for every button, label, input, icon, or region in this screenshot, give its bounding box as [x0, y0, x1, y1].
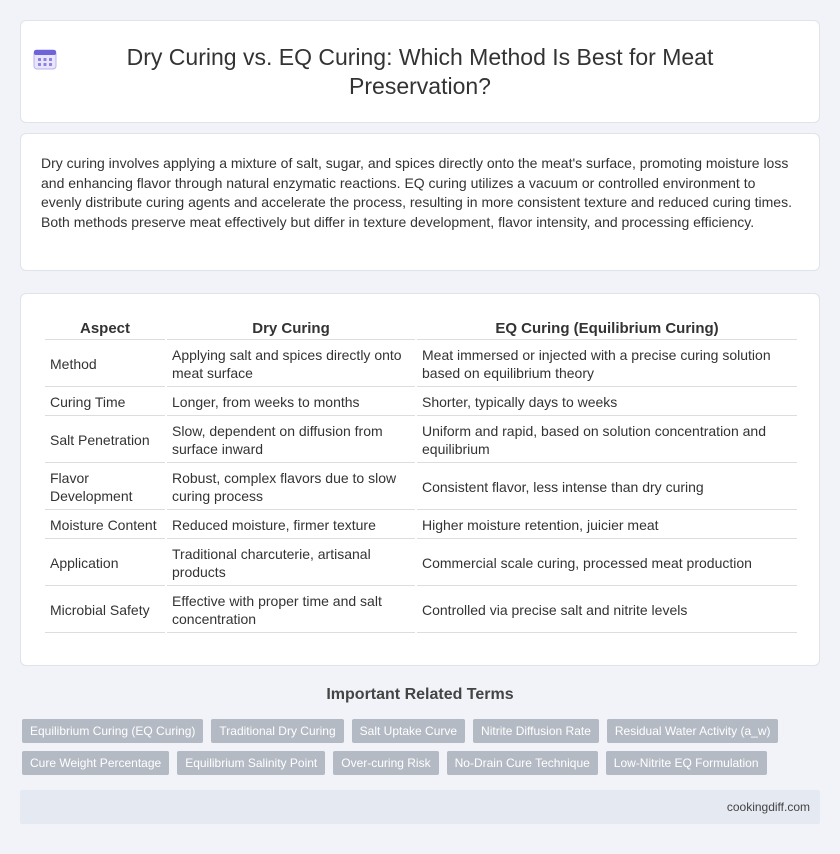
cell-aspect: Curing Time	[45, 389, 165, 416]
table-row	[45, 342, 797, 387]
tag-nitrite-diffusion-rate[interactable]: Nitrite Diffusion Rate	[473, 719, 599, 743]
title-wrap	[81, 43, 759, 101]
tag-salt-uptake-curve[interactable]: Salt Uptake Curve	[352, 719, 465, 743]
intro-paragraph: Dry curing involves applying a mixture of salt, sugar, and spices directly onto the meat's surface, promoting moisture loss and enhancing flavor through natural enzymatic reactions. EQ curing utilizes a vacuum or controlled environment to evenly distribute curing agents and accelerate the process, resulting in more consistent texture and reduced curing times. Both methods preserve meat effectively but differ in texture development, flavor intensity, and processing efficiency.	[41, 155, 792, 230]
cell-dry-curing: Applying salt and spices directly onto meat surface	[167, 342, 415, 387]
cell-dry-curing: Slow, dependent on diffusion from surface inward	[167, 418, 415, 463]
cell-aspect: Application	[45, 541, 165, 586]
cell-eq-curing: Consistent flavor, less intense than dry curing	[417, 465, 797, 510]
table-row	[45, 465, 797, 510]
calendar-icon	[33, 48, 57, 70]
column-header-aspect: Aspect	[45, 316, 165, 340]
cell-aspect: Salt Penetration	[45, 418, 165, 463]
related-terms-heading: Important Related Terms	[326, 686, 514, 703]
cell-aspect: Flavor Development	[45, 465, 165, 510]
cell-eq-curing: Controlled via precise salt and nitrite levels	[417, 588, 797, 633]
cell-aspect: Moisture Content	[45, 512, 165, 539]
tag-equilibrium-salinity-point[interactable]: Equilibrium Salinity Point	[177, 751, 325, 775]
tag-no-drain-cure-technique[interactable]: No-Drain Cure Technique	[447, 751, 598, 775]
comparison-table	[43, 314, 799, 635]
table-row	[45, 541, 797, 586]
table-row	[45, 389, 797, 416]
footer-site-link[interactable]: cookingdiff.com	[726, 800, 810, 814]
tag-traditional-dry-curing[interactable]: Traditional Dry Curing	[211, 719, 343, 743]
column-header-eq-curing: EQ Curing (Equilibrium Curing)	[417, 316, 797, 340]
tag-equilibrium-curing[interactable]: Equilibrium Curing (EQ Curing)	[22, 719, 203, 743]
cell-dry-curing: Robust, complex flavors due to slow curing process	[167, 465, 415, 510]
header-card	[20, 20, 820, 123]
comparison-table-card	[20, 293, 820, 666]
cell-dry-curing: Reduced moisture, firmer texture	[167, 512, 415, 539]
tag-cure-weight-percentage[interactable]: Cure Weight Percentage	[22, 751, 169, 775]
cell-eq-curing: Shorter, typically days to weeks	[417, 389, 797, 416]
table-header-row	[45, 316, 797, 340]
cell-dry-curing: Traditional charcuterie, artisanal products	[167, 541, 415, 586]
cell-eq-curing: Meat immersed or injected with a precise curing solution based on equilibrium theory	[417, 342, 797, 387]
table-row	[45, 588, 797, 633]
table-row	[45, 418, 797, 463]
cell-aspect: Method	[45, 342, 165, 387]
page-title: Dry Curing vs. EQ Curing: Which Method Is Best for Meat Preservation?	[126, 43, 714, 99]
tag-row	[22, 719, 822, 743]
footer	[20, 790, 820, 824]
table-row	[45, 512, 797, 539]
tag-over-curing-risk[interactable]: Over-curing Risk	[333, 751, 438, 775]
cell-dry-curing: Longer, from weeks to months	[167, 389, 415, 416]
cell-dry-curing: Effective with proper time and salt concentration	[167, 588, 415, 633]
cell-eq-curing: Commercial scale curing, processed meat production	[417, 541, 797, 586]
column-header-dry-curing: Dry Curing	[167, 316, 415, 340]
tag-residual-water-activity[interactable]: Residual Water Activity (a_w)	[607, 719, 779, 743]
cell-eq-curing: Higher moisture retention, juicier meat	[417, 512, 797, 539]
related-terms-tags	[22, 719, 822, 783]
cell-eq-curing: Uniform and rapid, based on solution concentration and equilibrium	[417, 418, 797, 463]
cell-aspect: Microbial Safety	[45, 588, 165, 633]
intro-card	[20, 133, 820, 271]
tag-low-nitrite-eq-formulation[interactable]: Low-Nitrite EQ Formulation	[606, 751, 767, 775]
tag-row	[22, 751, 822, 775]
